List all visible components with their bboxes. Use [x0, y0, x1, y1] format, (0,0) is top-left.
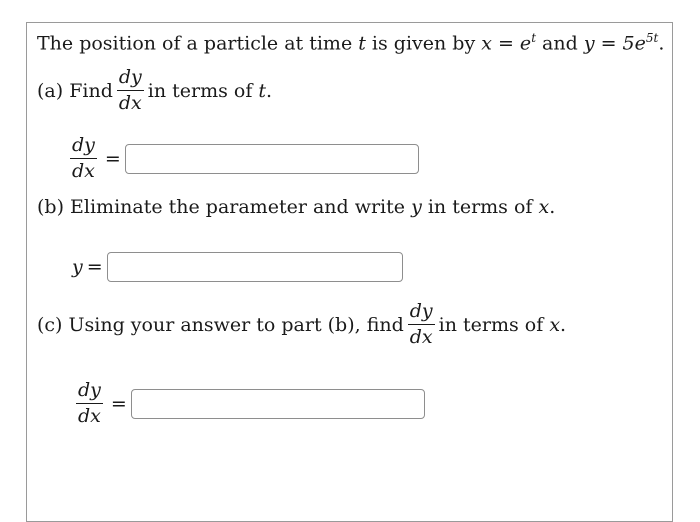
answer-c-input[interactable]: [131, 389, 425, 419]
statement-text: The position of a particle at time: [37, 32, 359, 55]
fraction-denominator: dx: [78, 405, 101, 427]
prompt-text: .: [266, 79, 273, 102]
answer-c-fraction: [76, 381, 103, 426]
fraction-numerator: dy: [72, 134, 95, 156]
answer-a-fraction: [70, 136, 97, 181]
x-exponent: t: [531, 31, 537, 45]
fraction-numerator: dy: [409, 300, 433, 322]
dy-dx-fraction: [117, 68, 144, 113]
part-b-answer-row: [72, 252, 403, 282]
y-label: y: [72, 256, 83, 278]
fraction-numerator: dy: [78, 379, 101, 401]
variable-t: t: [358, 32, 366, 55]
fraction-denominator: dx: [409, 326, 433, 348]
part-b-prompt: [37, 196, 555, 218]
part-a-answer-row: [66, 136, 419, 181]
part-b-text: (b) Eliminate the parameter and write: [37, 196, 412, 218]
dy-dx-fraction: [408, 302, 435, 347]
statement-text: is given by: [365, 32, 482, 55]
answer-b-input[interactable]: [107, 252, 403, 282]
part-a-prompt: [37, 68, 272, 113]
fraction-denominator: dx: [72, 160, 95, 182]
equals-sign: =: [104, 147, 121, 170]
variable-x: x: [549, 313, 561, 336]
prompt-text: .: [560, 313, 567, 336]
fraction-numerator: dy: [118, 66, 142, 88]
variable-t: t: [258, 79, 267, 102]
problem-statement: [37, 31, 664, 54]
statement-text: .: [658, 32, 665, 55]
statement-text: and: [536, 32, 584, 55]
prompt-text: in terms of: [438, 313, 550, 336]
prompt-text: in terms of: [147, 79, 259, 102]
part-b-text: .: [549, 196, 556, 218]
x-equation: x = e: [481, 32, 532, 55]
part-b-text: in terms of: [421, 196, 539, 218]
y-equation: y = 5e: [583, 32, 646, 55]
part-c-label: (c) Using your answer to part (b), find: [37, 313, 404, 336]
part-a-label: (a) Find: [37, 79, 113, 102]
equals-sign: =: [86, 256, 103, 278]
part-c-answer-row: [72, 381, 425, 426]
part-c-prompt: [37, 302, 566, 347]
answer-a-input[interactable]: [125, 144, 419, 174]
variable-y: y: [411, 196, 422, 218]
fraction-denominator: dx: [118, 92, 142, 114]
y-exponent: 5t: [645, 31, 659, 45]
variable-x: x: [538, 196, 550, 218]
equals-sign: =: [110, 392, 127, 415]
